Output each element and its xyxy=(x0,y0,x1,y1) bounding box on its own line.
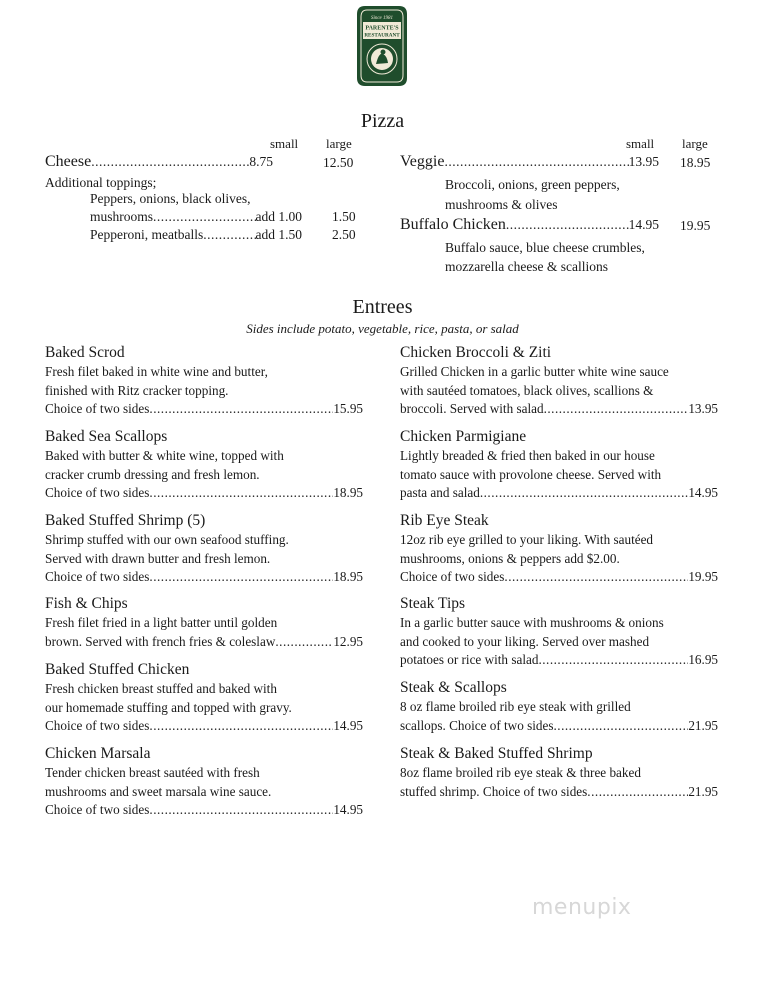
entree-description-line: and cooked to your liking. Served over mashed xyxy=(400,633,650,649)
entrees-subtitle: Sides include potato, vegetable, rice, pasta, or salad xyxy=(246,321,519,336)
entree-description-line: mushrooms, onions & peppers add $2.00. xyxy=(400,550,620,566)
entree-price: 19.95 xyxy=(688,569,718,584)
entree-description-line: with sautéed tomatoes, black olives, scallions & xyxy=(400,382,654,398)
entree-price-label: stuffed shrimp. Choice of two sides xyxy=(400,783,588,799)
entree-price: 18.95 xyxy=(333,485,363,500)
entree-price-row xyxy=(400,400,718,419)
entree-price-row xyxy=(400,568,718,587)
pizza-buffalo-row xyxy=(400,216,659,234)
entree-price-row xyxy=(45,568,363,587)
entree-price: 12.95 xyxy=(333,633,363,649)
entree-price-label: Choice of two sides xyxy=(45,569,150,584)
pizza-cheese-large: 12.50 xyxy=(323,155,354,170)
pizza-veggie-small: 13.95 xyxy=(628,154,659,169)
pizza-cheese-name: Cheese xyxy=(45,153,92,170)
entree-name: Rib Eye Steak xyxy=(400,512,489,529)
pizza-veggie-desc2: mushrooms & olives xyxy=(445,197,558,212)
entree-price-row xyxy=(45,717,363,736)
entree-price-row xyxy=(400,783,718,802)
entree-description-line: 12oz rib eye grilled to your liking. With sautéed xyxy=(400,532,654,547)
entree-description-line: tomato sauce with provolone cheese. Served with xyxy=(400,466,662,482)
entree-price-row xyxy=(45,400,363,419)
entree-fish-chips xyxy=(45,594,363,651)
pizza-buffalo-large: 19.95 xyxy=(680,218,711,233)
entree-price-row xyxy=(400,651,718,670)
entree-name: Baked Sea Scallops xyxy=(45,428,168,445)
entree-price-label: Choice of two sides xyxy=(400,569,505,584)
entree-price-row xyxy=(400,717,718,736)
toppings-line1: Peppers, onions, black olives, xyxy=(90,191,251,206)
toppings-mushrooms-row: mushrooms ..... add 1.00 xyxy=(90,208,302,226)
entree-price: 16.95 xyxy=(688,652,718,667)
restaurant-logo xyxy=(353,4,411,88)
entree-description-line: 8oz flame broiled rib eye steak & three baked xyxy=(400,765,641,780)
pizza-veggie-large: 18.95 xyxy=(680,155,711,170)
entree-price-row xyxy=(400,484,718,503)
entree-description-line: Fresh chicken breast stuffed and baked with xyxy=(45,681,277,696)
entree-price: 15.95 xyxy=(333,401,363,416)
pizza-buffalo-desc1: Buffalo sauce, blue cheese crumbles, xyxy=(445,240,645,255)
entree-price-label: Choice of two sides xyxy=(45,485,150,500)
pizza-buffalo-name: Buffalo Chicken xyxy=(400,216,506,233)
entree-description-line: mushrooms and sweet marsala wine sauce. xyxy=(45,783,272,799)
entree-price-label: scallops. Choice of two sides xyxy=(400,717,554,733)
entree-price-label: Choice of two sides xyxy=(45,718,150,733)
entree-price-label: Choice of two sides xyxy=(45,401,150,416)
toppings-mushrooms-large: 1.50 xyxy=(332,209,356,224)
entree-steak-scallops xyxy=(400,678,718,735)
entree-name: Chicken Broccoli & Ziti xyxy=(400,344,552,361)
entree-rib-eye-steak xyxy=(400,511,718,587)
entree-baked-sea-scallops xyxy=(45,427,363,503)
pizza-cheese-row xyxy=(45,153,273,171)
entree-baked-stuffed-shrimp-5 xyxy=(45,511,363,587)
menupix-watermark: menupix xyxy=(532,895,632,920)
pizza-veggie-row xyxy=(400,153,659,171)
entree-name: Steak & Scallops xyxy=(400,679,507,696)
entree-name: Fish & Chips xyxy=(45,595,128,612)
pizza-veggie-name: Veggie xyxy=(400,153,445,170)
pizza-right-small-header: small xyxy=(626,136,655,151)
entree-name: Baked Scrod xyxy=(45,344,125,361)
entree-description-line: cracker crumb dressing and fresh lemon. xyxy=(45,466,260,482)
entree-chicken-marsala xyxy=(45,744,363,820)
entree-steak-tips xyxy=(400,594,718,670)
entree-description-line: 8 oz flame broiled rib eye steak with grilled xyxy=(400,699,631,714)
pizza-heading: Pizza xyxy=(360,110,405,132)
entree-baked-scrod xyxy=(45,343,363,419)
entree-description-line: finished with Ritz cracker topping. xyxy=(45,382,229,398)
pizza-veggie-desc1: Broccoli, onions, green peppers, xyxy=(445,177,620,192)
entree-description-line: Lightly breaded & fried then baked in our house xyxy=(400,448,655,463)
entree-chicken-parmigiane xyxy=(400,427,718,503)
entree-price-row xyxy=(45,484,363,503)
pizza-buffalo-small: 14.95 xyxy=(628,217,659,232)
entree-price: 14.95 xyxy=(333,718,363,733)
pizza-left-large-header: large xyxy=(326,136,352,151)
entree-description-line: Baked with butter & white wine, topped with xyxy=(45,448,284,463)
pizza-cheese-small: 8.75 xyxy=(249,154,273,169)
toppings-pepperoni-row: Pepperoni, meatballs ..... add 1.50 xyxy=(90,226,302,244)
entree-description-line: Fresh filet fried in a light batter until golden xyxy=(45,615,278,630)
entree-description-line: In a garlic butter sauce with mushrooms & onions xyxy=(400,615,664,630)
svg-text:Since 1981: Since 1981 xyxy=(370,16,394,21)
entree-price-row xyxy=(45,801,363,820)
entree-name: Baked Stuffed Chicken xyxy=(45,661,190,678)
entree-price-label: Choice of two sides xyxy=(45,802,150,817)
entree-price-label: potatoes or rice with salad xyxy=(400,652,539,667)
entree-chicken-broccoli-ziti xyxy=(400,343,718,419)
entree-name: Steak Tips xyxy=(400,595,466,612)
pizza-left-small-header: small xyxy=(270,136,299,151)
toppings-label: Additional toppings; xyxy=(45,175,157,190)
entree-price: 21.95 xyxy=(688,783,718,799)
pizza-buffalo-desc2: mozzarella cheese & scallions xyxy=(445,259,609,274)
entree-price: 21.95 xyxy=(688,717,718,733)
entree-description-line: Shrimp stuffed with our own seafood stuffing. xyxy=(45,532,289,547)
toppings-pepperoni-large: 2.50 xyxy=(332,227,356,242)
entree-description-line: Tender chicken breast sautéed with fresh xyxy=(45,765,260,780)
entree-price: 18.95 xyxy=(333,569,363,584)
entrees-heading: Entrees xyxy=(352,296,413,318)
entree-price-label: broccoli. Served with salad xyxy=(400,401,544,416)
svg-text:RESTAURANT: RESTAURANT xyxy=(364,32,400,39)
entree-price-row xyxy=(45,633,363,652)
entree-description-line: Grilled Chicken in a garlic butter white wine sauce xyxy=(400,364,669,379)
entree-price-label: brown. Served with french fries & coleslaw xyxy=(45,633,276,649)
entree-price: 14.95 xyxy=(688,485,718,500)
svg-text:PARENTE'S: PARENTE'S xyxy=(365,25,399,32)
entree-baked-stuffed-chicken xyxy=(45,660,363,736)
pizza-right-large-header: large xyxy=(682,136,708,151)
entree-description-line: Fresh filet baked in white wine and butter, xyxy=(45,364,268,379)
entree-name: Baked Stuffed Shrimp (5) xyxy=(45,512,206,529)
entree-price: 14.95 xyxy=(333,802,363,817)
entree-name: Chicken Parmigiane xyxy=(400,428,527,445)
entree-price: 13.95 xyxy=(688,401,718,416)
entree-price-label: pasta and salad xyxy=(400,485,480,500)
entree-steak-baked-stuffed-shrimp xyxy=(400,744,718,801)
entree-description-line: our homemade stuffing and topped with gravy. xyxy=(45,699,292,715)
entree-name: Chicken Marsala xyxy=(45,745,151,762)
entree-name: Steak & Baked Stuffed Shrimp xyxy=(400,745,593,762)
entree-description-line: Served with drawn butter and fresh lemon. xyxy=(45,550,271,566)
